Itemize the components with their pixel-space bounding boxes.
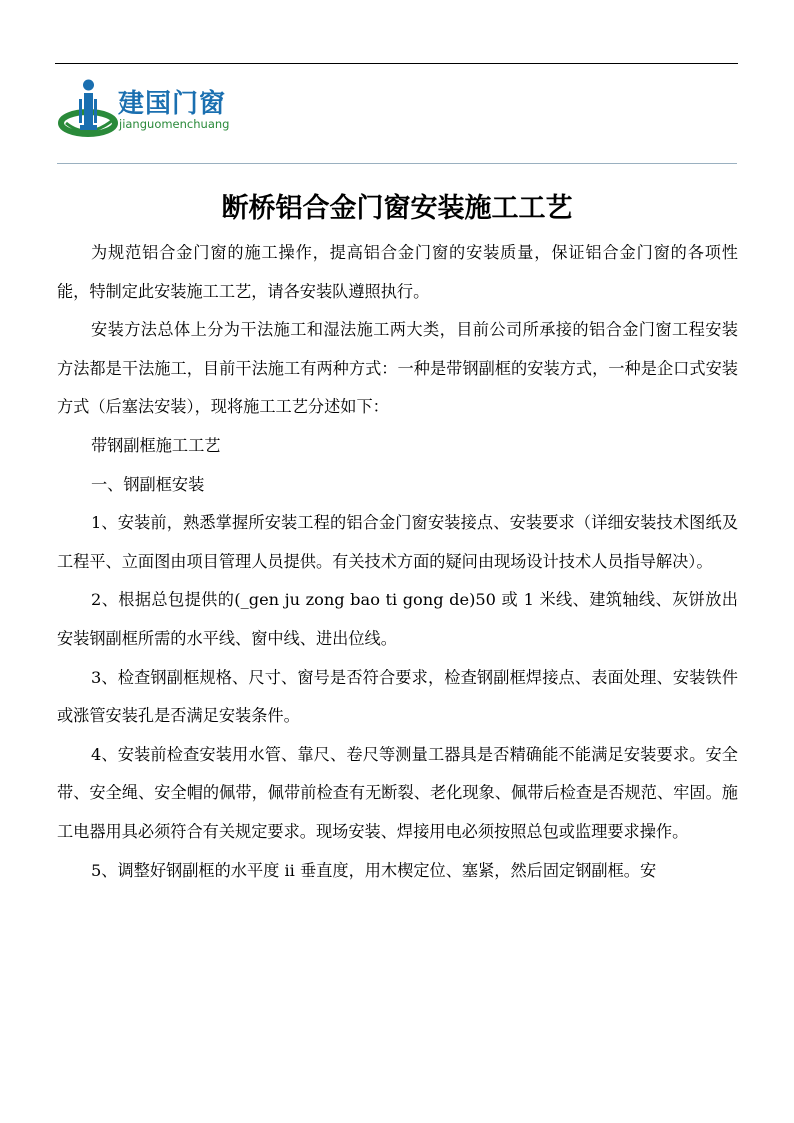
- logo-mark-icon: [58, 79, 122, 139]
- logo-text-cn: 建国门窗: [118, 89, 227, 119]
- list-item: 4、安装前检查安装用水管、靠尺、卷尺等测量工器具是否精确能不能满足安装要求。安全带、安全绳、安全帽的佩带，佩带前检查有无断裂、老化现象、佩带后检查是否规范、牢固。施工电器用具必须符合有关规定要求。现场安装、焊接用电必须按照总包或监理要求操作。: [57, 744, 738, 841]
- document-title: 断桥铝合金门窗安装施工工艺: [221, 193, 573, 224]
- section-heading: 带钢副框施工工艺: [91, 435, 221, 455]
- header-bottom-rule: [57, 163, 737, 164]
- paragraph-intro: 为规范铝合金门窗的施工操作，提高铝合金门窗的安装质量，保证铝合金门窗的各项性能，特制定此安装施工工艺，请各安装队遵照执行。: [57, 243, 738, 301]
- list-item: 3、检查钢副框规格、尺寸、窗号是否符合要求，检查钢副框焊接点、表面处理、安装铁件或涨管安装孔是否满足安装条件。: [57, 667, 738, 726]
- document-body: [57, 234, 738, 890]
- list-item: 5、调整好钢副框的水平度 ii 垂直度，用木楔定位、塞紧，然后固定钢副框。安: [91, 860, 657, 880]
- logo-text-en: jianguomenchuang: [119, 117, 230, 131]
- list-item: 1、安装前，熟悉掌握所安装工程的铝合金门窗安装接点、安装要求（详细安装技术图纸及工程平、立面图由项目管理人员提供。有关技术方面的疑问由现场设计技术人员指导解决）。: [57, 513, 738, 571]
- list-item: 2、根据总包提供的(_gen ju zong bao ti gong de)50 或 1 米线、建筑轴线、灰饼放出安装钢副框所需的水平线、窗中线、进出位线。: [57, 590, 738, 648]
- company-logo: [58, 79, 248, 139]
- subsection-heading: 一、钢副框安装: [91, 474, 205, 494]
- header-top-rule: [55, 63, 738, 64]
- paragraph-methods: 安装方法总体上分为干法施工和湿法施工两大类，目前公司所承接的铝合金门窗工程安装方法都是干法施工，目前干法施工有两种方式：一种是带钢副框的安装方式，一种是企口式安装方式（后塞法安装），现将施工工艺分述如下：: [57, 320, 738, 417]
